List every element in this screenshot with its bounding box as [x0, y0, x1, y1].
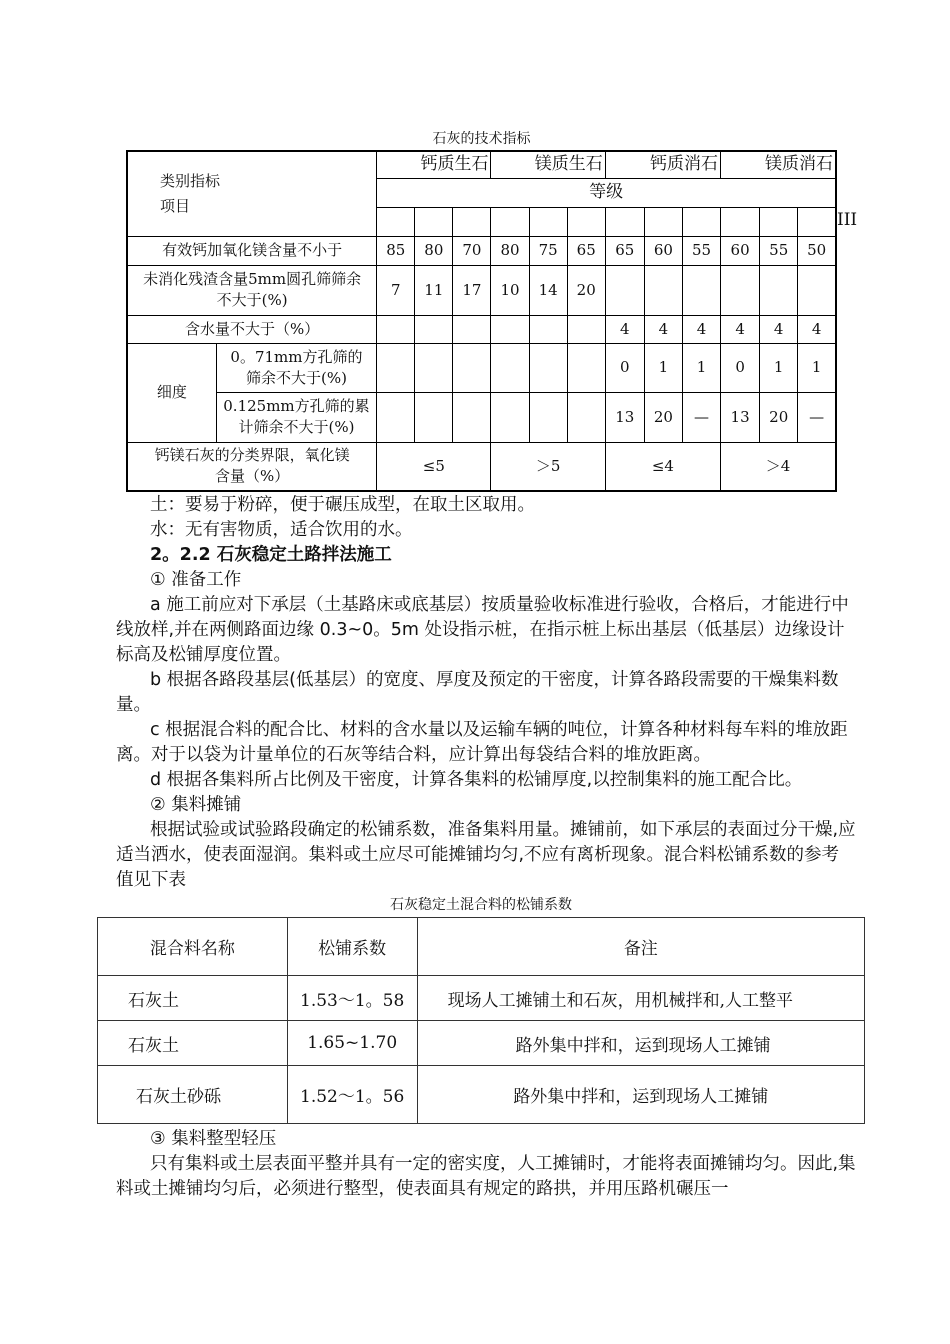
value-cell	[529, 392, 567, 442]
value-cell: 65	[605, 236, 644, 265]
value-cell: 1	[798, 343, 836, 392]
value-cell: 60	[721, 236, 760, 265]
table-cell: 1.65~1.70	[287, 1021, 417, 1066]
value-cell	[491, 343, 529, 392]
grade-mark: III	[837, 210, 858, 230]
value-cell: 13	[721, 392, 760, 442]
grade-cell	[453, 207, 491, 236]
value-cell: 4	[798, 315, 836, 343]
value-cell: 14	[529, 265, 567, 315]
class-value: ≤4	[605, 442, 720, 491]
header-corner-top: 类别指标	[160, 171, 221, 190]
value-cell: 80	[415, 236, 453, 265]
value-cell: 17	[453, 265, 491, 315]
grade-cell	[605, 207, 644, 236]
column-header: 松铺系数	[287, 918, 417, 976]
value-cell: 0	[605, 343, 644, 392]
loose-coefficient-table	[97, 917, 865, 1124]
soil-line: 土：要易于粉碎，便于碾压成型，在取土区取用。	[150, 495, 535, 515]
grade-cell	[682, 207, 720, 236]
lime-technical-table	[126, 150, 837, 492]
value-cell: 55	[682, 236, 720, 265]
fineness-label: 细度	[127, 343, 216, 442]
grade-cell	[644, 207, 682, 236]
value-cell: 10	[491, 265, 529, 315]
table-cell: 石灰土	[98, 976, 288, 1021]
value-cell	[721, 265, 760, 315]
paragraph-e: 根据试验或试验路段确定的松铺系数，准备集料用量。摊铺前，如下承层的表面过分干燥,应适当洒水，使表面湿润。集料或土应尽可能摊铺均匀,不应有离析现象。混合料松铺系数的参考值见下表	[116, 820, 856, 890]
value-cell	[529, 343, 567, 392]
row-label: 有效钙加氧化镁含量不小于	[127, 236, 377, 265]
grade-cell	[798, 207, 836, 236]
value-cell	[415, 343, 453, 392]
step3-heading: ③ 集料整型轻压	[150, 1129, 277, 1149]
class-value: ≤5	[377, 442, 491, 491]
value-cell: 4	[682, 315, 720, 343]
group-header: 镁质生石	[491, 151, 605, 178]
header-corner	[127, 151, 377, 236]
row-label: 含水量不大于（%）	[127, 315, 377, 343]
value-cell: 1	[644, 343, 682, 392]
value-cell: 65	[567, 236, 605, 265]
value-cell	[377, 343, 415, 392]
paragraph-a: a 施工前应对下承层（土基路床或底基层）按质量验收标准进行验收，合格后，才能进行中线放样,并在两侧路面边缘 0.3~0。5m 处设指示桩，在指示桩上标出基层（低基层）边缘设计标高及松铺厚度位置。	[116, 595, 849, 665]
grade-cell	[760, 207, 798, 236]
class-value: ＞5	[491, 442, 605, 491]
value-cell: —	[798, 392, 836, 442]
table-cell: 1.52～1。56	[287, 1066, 417, 1124]
value-cell: 55	[760, 236, 798, 265]
value-cell	[567, 392, 605, 442]
value-cell	[453, 315, 491, 343]
value-cell	[453, 343, 491, 392]
grade-cell	[721, 207, 760, 236]
value-cell	[529, 315, 567, 343]
column-header: 备注	[417, 918, 864, 976]
value-cell	[415, 392, 453, 442]
value-cell: 85	[377, 236, 415, 265]
paragraph-d: d 根据各集料所占比例及干密度，计算各集料的松铺厚度,以控制集料的施工配合比。	[150, 770, 803, 790]
step1-heading: ① 准备工作	[150, 570, 242, 590]
group-header: 钙质消石	[605, 151, 720, 178]
value-cell	[798, 265, 836, 315]
value-cell	[415, 315, 453, 343]
value-cell: 70	[453, 236, 491, 265]
value-cell: 4	[605, 315, 644, 343]
paragraph-b: b 根据各路段基层(低基层）的宽度、厚度及预定的干密度，计算各路段需要的干燥集料数量。	[116, 670, 839, 715]
section-heading: 2。2.2 石灰稳定土路拌法施工	[150, 545, 392, 565]
header-corner-bottom: 项目	[160, 196, 191, 215]
group-header: 镁质消石	[721, 151, 836, 178]
table-cell: 1.53～1。58	[287, 976, 417, 1021]
paragraph-f: 只有集料或土层表面平整并具有一定的密实度，人工摊铺时，才能将表面摊铺均匀。因此,集料或土摊铺均匀后，必须进行整型，使表面具有规定的路拱，并用压路机碾压一	[116, 1154, 856, 1199]
table1-caption: 石灰的技术指标	[432, 131, 531, 147]
value-cell	[644, 265, 682, 315]
value-cell: 60	[644, 236, 682, 265]
value-cell: 20	[567, 265, 605, 315]
value-cell: 13	[605, 392, 644, 442]
grade-cell	[377, 207, 415, 236]
grade-label: 等级	[377, 178, 836, 207]
grade-cell	[491, 207, 529, 236]
value-cell	[491, 315, 529, 343]
value-cell	[377, 315, 415, 343]
class-value: ＞4	[721, 442, 836, 491]
table-cell: 石灰土	[98, 1021, 288, 1066]
table-cell: 现场人工摊铺土和石灰，用机械拌和,人工整平	[417, 976, 864, 1021]
row-label: 未消化残渣含量5mm圆孔筛筛余不大于(%)	[127, 265, 377, 315]
row-label: 0.125mm方孔筛的累计筛余不大于(%)	[216, 392, 376, 442]
value-cell: 20	[760, 392, 798, 442]
table-cell: 路外集中拌和，运到现场人工摊铺	[417, 1066, 864, 1124]
value-cell: 7	[377, 265, 415, 315]
step2-heading: ② 集料摊铺	[150, 795, 242, 815]
table-cell: 石灰土砂砾	[98, 1066, 288, 1124]
value-cell	[682, 265, 720, 315]
value-cell: 4	[760, 315, 798, 343]
value-cell: 11	[415, 265, 453, 315]
value-cell	[491, 392, 529, 442]
value-cell: 0	[721, 343, 760, 392]
value-cell: 50	[798, 236, 836, 265]
value-cell	[567, 315, 605, 343]
value-cell: 4	[644, 315, 682, 343]
row-label: 钙镁石灰的分类界限，氧化镁含量（%）	[127, 442, 377, 491]
value-cell	[567, 343, 605, 392]
value-cell	[760, 265, 798, 315]
column-header: 混合料名称	[98, 918, 288, 976]
value-cell: 1	[682, 343, 720, 392]
table2-caption: 石灰稳定土混合料的松铺系数	[390, 897, 572, 913]
value-cell	[605, 265, 644, 315]
table-cell: 路外集中拌和，运到现场人工摊铺	[417, 1021, 864, 1066]
value-cell	[377, 392, 415, 442]
group-header: 钙质生石	[377, 151, 491, 178]
value-cell: —	[682, 392, 720, 442]
value-cell: 80	[491, 236, 529, 265]
value-cell: 75	[529, 236, 567, 265]
row-label: 0。71mm方孔筛的筛余不大于(%)	[216, 343, 376, 392]
value-cell	[453, 392, 491, 442]
value-cell: 20	[644, 392, 682, 442]
grade-cell	[415, 207, 453, 236]
grade-cell	[529, 207, 567, 236]
grade-cell	[567, 207, 605, 236]
value-cell: 1	[760, 343, 798, 392]
paragraph-c: c 根据混合料的配合比、材料的含水量以及运输车辆的吨位，计算各种材料每车料的堆放距离。对于以袋为计量单位的石灰等结合料，应计算出每袋结合料的堆放距离。	[116, 720, 848, 765]
water-line: 水：无有害物质，适合饮用的水。	[150, 520, 413, 540]
value-cell: 4	[721, 315, 760, 343]
